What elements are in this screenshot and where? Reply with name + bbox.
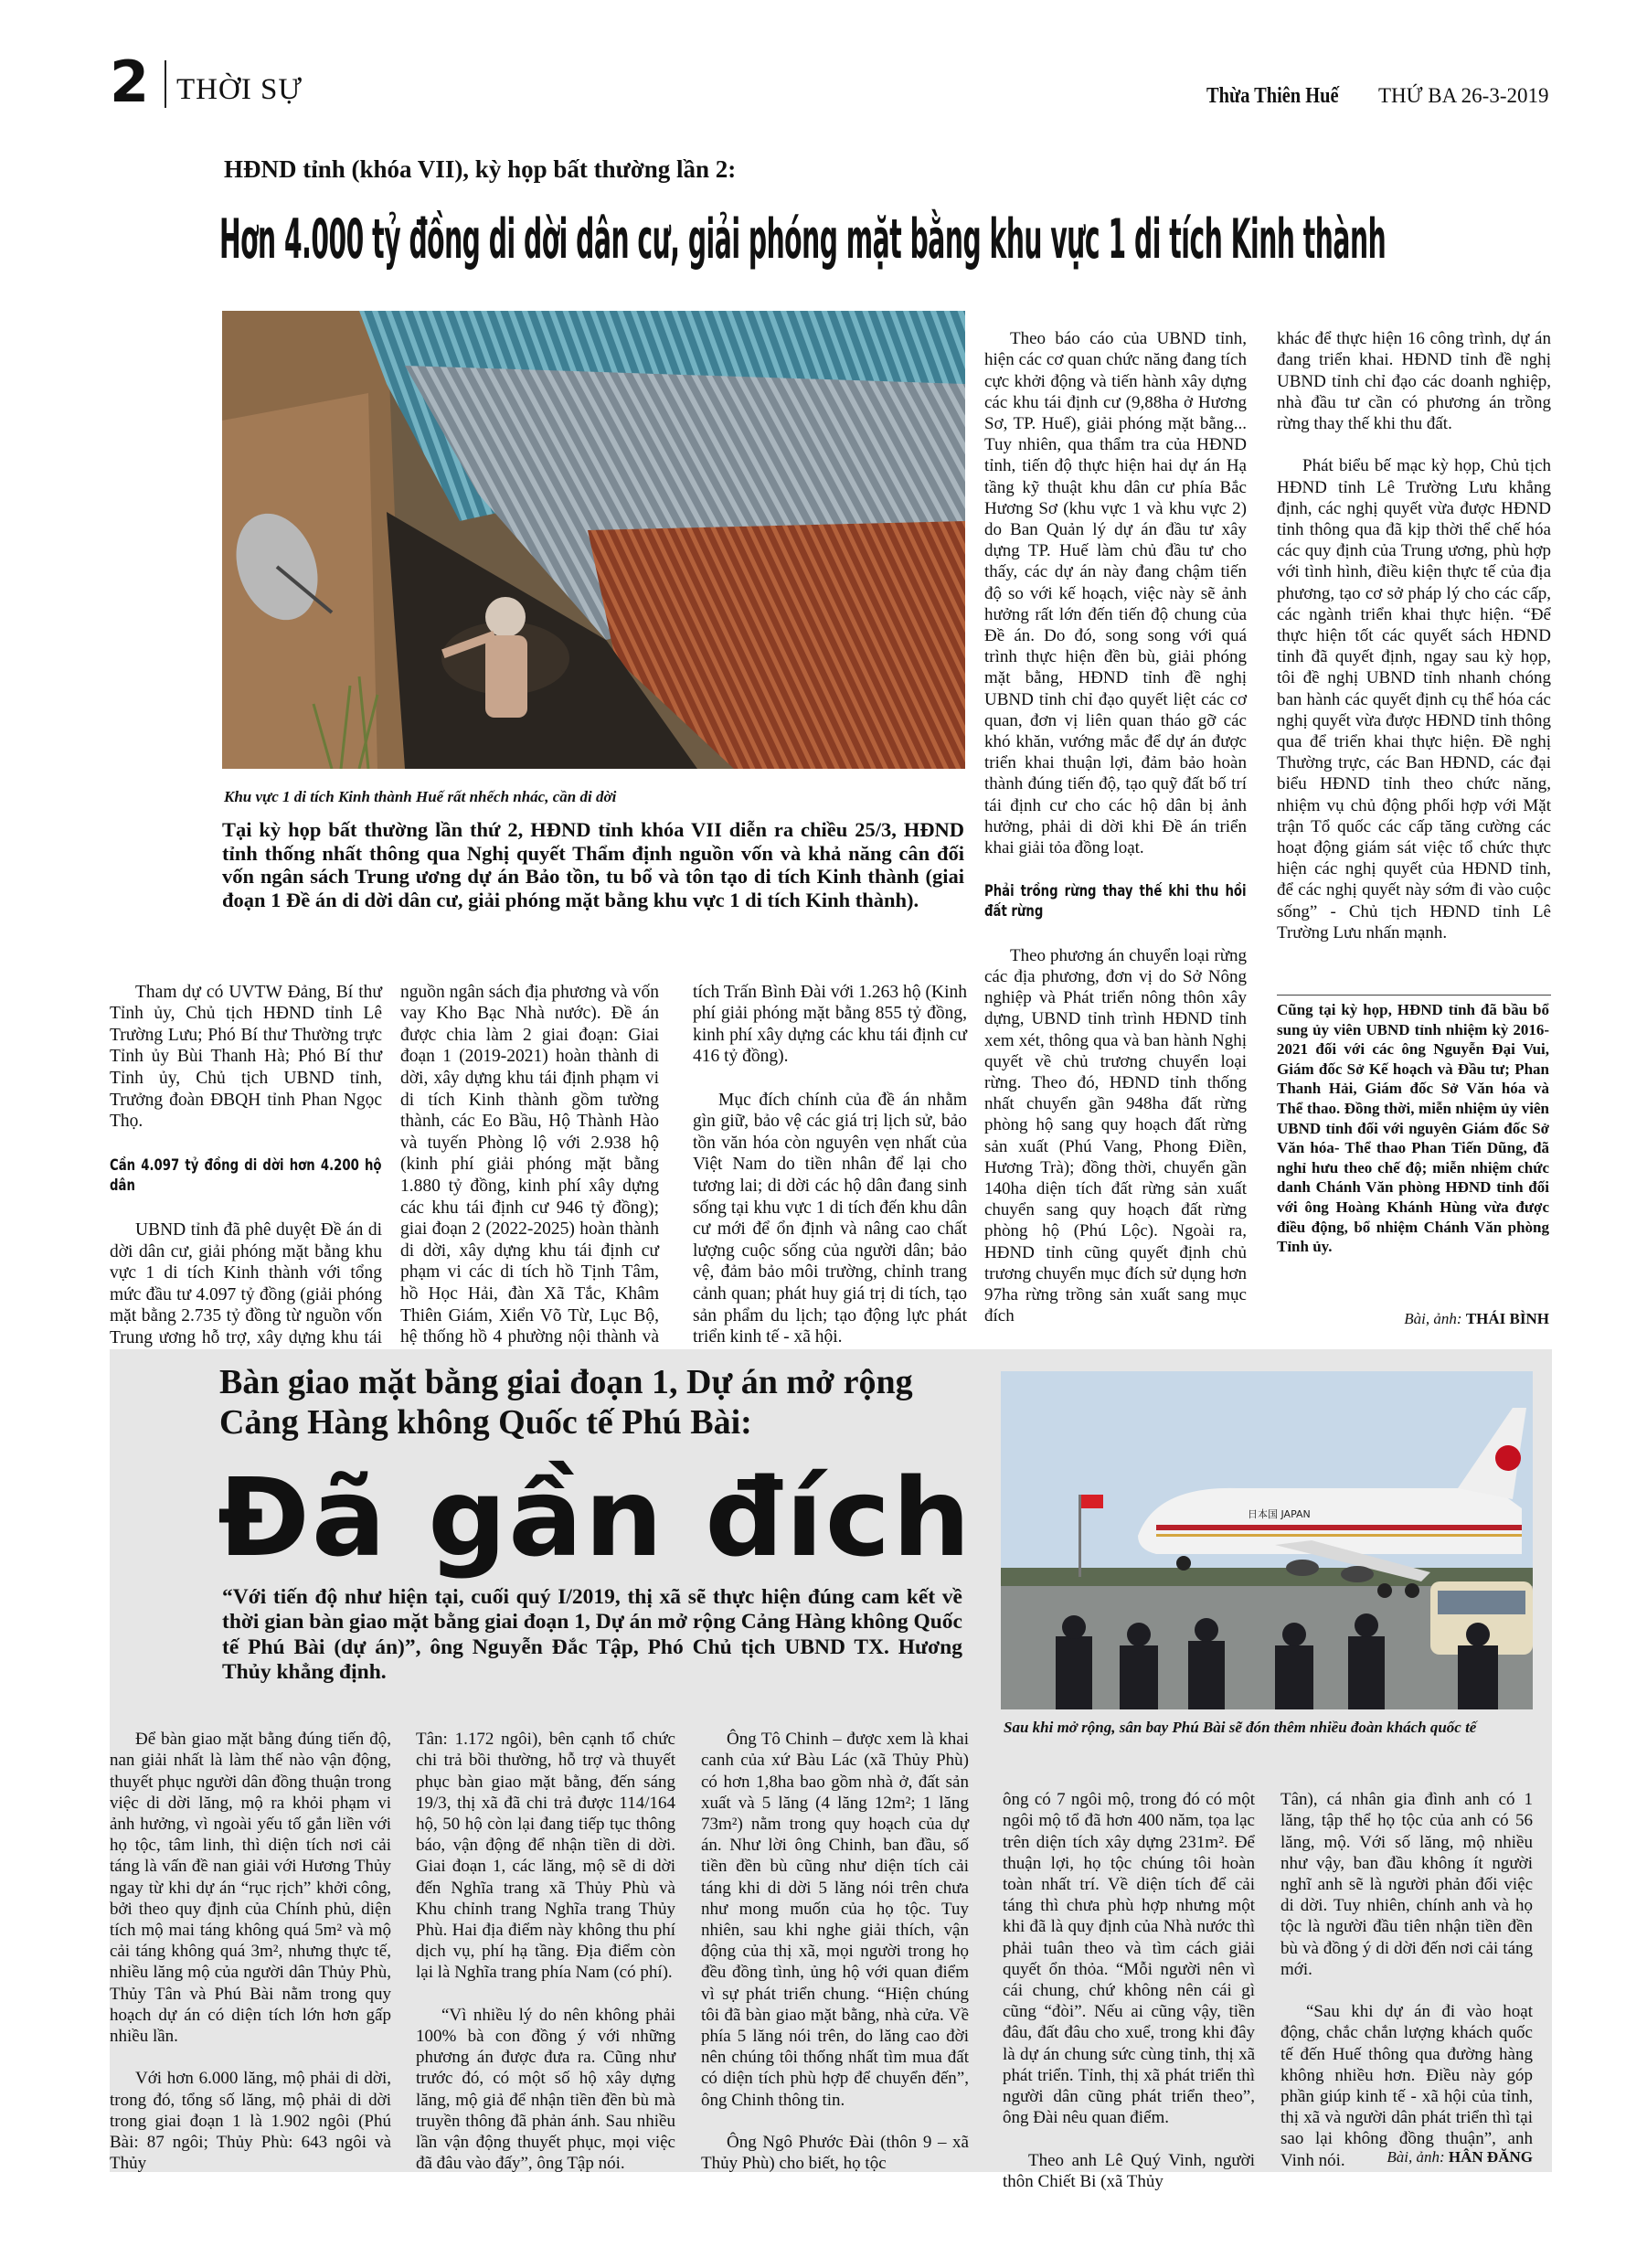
byline-label: Bài, ảnh: — [1404, 1310, 1462, 1327]
byline-label: Bài, ảnh: — [1387, 2148, 1445, 2166]
paragraph: Tân: 1.172 ngôi), bên cạnh tổ chức chi trả bồi thường, hỗ trợ và thuyết phục bàn giao mặt bằng, đến sáng 19/3, thị xã đã chi trả được 114/164 hộ, 50 hộ còn lại đang tiếp tục thông báo, vận động để nhận tiền di dời. Giai đoạn 1, các lăng, mộ sẽ di dời đến Nghĩa trang xã Thủy Phù và Khu chỉnh trang Nghĩa trang Thủy Phù. Hai địa điểm này không thu phí dịch vụ, phí hạ tầng. Địa điểm còn lại là Nghĩa trang phía Nam (có phí). — [416, 1730, 675, 1983]
paragraph: Để bàn giao mặt bằng đúng tiến độ, nan giải nhất là làm thế nào vận động, thuyết phục người dân đồng thuận trong việc di dời lăng, mộ ra khỏi phạm vi ảnh hưởng, vì ngoài yếu tố gắn liền với họ tộc, tâm linh, thì diện tích nơi cải táng là vấn đề nan giải với Hương Thủy ngay từ khi dự án “rục rịch” khởi công, bởi theo quy định của Chính phủ, diện tích mộ mai táng không quá 5m² và mộ cải táng không quá 3m², nhưng thực tế, nhiều lăng mộ của người dân Thủy Phù, Thủy Tân và Phú Bài nằm trong quy hoạch dự án có diện tích lớn hơn gấp nhiều lần. — [110, 1730, 391, 2047]
photo-caption: Sau khi mở rộng, sân bay Phú Bài sẽ đón thêm nhiều đoàn khách quốc tế — [1004, 1719, 1477, 1736]
paragraph: tích Trấn Bình Đài với 1.263 hộ (Kinh phí giải phóng mặt bằng 855 tỷ đồng, kinh phí xây dựng các khu tái định cư 416 tỷ đồng). — [693, 982, 967, 1067]
subheading: Cần 4.097 tỷ đồng di dời hơn 4.200 hộ dân — [110, 1156, 382, 1196]
article-headline: Hơn 4.000 tỷ đồng di dời dân cư, giải phóng mặt bằng khu vực 1 di tích Kinh thành — [219, 208, 1387, 272]
paragraph: ông có 7 ngôi mộ, trong đó có một ngôi mộ tổ đã hơn 400 năm, tọa lạc trên diện tích xây dựng 231m². Để thuận lợi, họ tộc chúng tôi hoàn toàn nhất trí. Về diện tích để cải táng thì chưa phù hợp nhưng một khi đã là quy định của Nhà nước thì phải tuân theo và tìm cách giải quyết ổn thỏa. “Mỗi người nên vì cái chung, chứ không nên cái gì cũng “đòi”. Nếu ai cũng vậy, tiền đâu, đất đâu cho xuể, trong khi đây là dự án chung sức cùng tỉnh, thị xã phát triển. Tỉnh, thị xã phát triển thì người dân cũng phát triển theo”, ông Đài nêu quan điểm. — [1003, 1790, 1255, 2128]
article-kicker: HĐND tỉnh (khóa VII), kỳ họp bất thường lần 2: — [224, 155, 737, 183]
article-lead: Tại kỳ họp bất thường lần thứ 2, HĐND tỉnh khóa VII diễn ra chiều 25/3, HĐND tỉnh thống nhất thông qua Nghị quyết Thẩm định nguồn vốn và khả năng cân đối vốn ngân sách Trung ương dự án Bảo tồn, tu bổ và tôn tạo di tích Kinh thành (giai đoạn 1 Đề án di dời dân cư, giải phóng mặt bằng khu vực 1 di tích Kinh thành). — [222, 818, 964, 911]
body-column-3 — [701, 1708, 969, 2196]
body-column-5 — [1280, 1768, 1533, 2192]
byline-author: HÂN ĐĂNG — [1448, 2148, 1533, 2166]
tin-roof-photo — [222, 311, 965, 769]
byline-author: THÁI BÌNH — [1465, 1310, 1549, 1327]
body-column-1 — [110, 1708, 391, 2196]
body-column-4 — [984, 307, 1247, 1348]
paragraph: “Sau khi dự án đi vào hoạt động, chắc chắn lượng khách quốc tế đến Huế thông qua đường hàng không nhiều hơn. Điều này góp phần giúp kinh tế - xã hội của tỉnh, thị xã và người dân phát triển thì tại sao lại không đồng thuận”, anh Vinh nói. — [1280, 2002, 1533, 2170]
paragraph: Với hơn 6.000 lăng, mộ phải di dời, trong đó, tổng số lăng, mộ phải di dời trong giai đoạn 1 là 1.902 ngôi (Phú Bài: 87 ngôi; Thủy Phù: 643 ngôi và Thủy — [110, 2069, 391, 2174]
body-column-2 — [416, 1708, 675, 2196]
article-lead: “Với tiến độ như hiện tại, cuối quý I/2019, thị xã sẽ thực hiện đúng cam kết về thời gian bàn giao mặt bằng giai đoạn 1, Dự án mở rộng Cảng Hàng không Quốc tế Phú Bài (dự án)”, ông Nguyễn Đắc Tập, Phó Chủ tịch UBND TX. Hương Thủy khẳng định. — [222, 1585, 962, 1685]
body-column-2 — [400, 960, 659, 1391]
paragraph: Theo phương án chuyển loại rừng các địa phương, đơn vị do Sở Nông nghiệp và Phát triển nông thôn xây dựng, UBND tỉnh trình HĐND tỉnh xem xét, thông qua và ban hành Nghị quyết về chủ trương chuyển loại rừng. Theo đó, HĐND tỉnh thống nhất chuyển gần 948ha đất rừng phòng hộ sang quy hoạch đất rừng sản xuất (Phú Vang, Phong Điền, Hương Trà); đồng thời, chuyển gần 140ha diện tích đất rừng sản xuất chuyển sang quy hoạch đất rừng phòng hộ (Phú Lộc). Ngoài ra, HĐND tỉnh cũng quyết định chủ trương chuyển mục đích sử dụng hơn 97ha rừng trồng sản xuất sang mục đích — [984, 945, 1247, 1326]
paragraph: “Vì nhiều lý do nên không phải 100% bà con đồng ý với những phương án được đưa ra. Cũng như trước đó, có một số hộ xây dựng lăng, mộ giả để nhận tiền đền bù mà truyền thông đã phản ánh. Sau nhiều lần vận động thuyết phục, mọi việc đã đâu vào đấy”, ông Tập nói. — [416, 2005, 675, 2174]
sidebar-divider — [1277, 995, 1551, 996]
plane-livery-label: 日本国 JAPAN — [1248, 1508, 1311, 1520]
paragraph: khác để thực hiện 16 công trình, dự án đang triển khai. HĐND tỉnh đề nghị UBND tỉnh chỉ đạo các doanh nghiệp, nhà đầu tư cần có phương án trồng rừng thay thế khi thu đất. — [1277, 329, 1551, 434]
airplane-photo — [1001, 1371, 1533, 1709]
paragraph: Tham dự có UVTW Đảng, Bí thư Tỉnh ủy, Chủ tịch HĐND tỉnh Lê Trường Lưu; Phó Bí thư Thường trực Tỉnh ủy Bùi Thanh Hà; Phó Bí thư Tỉnh ủy, Chủ tịch UBND tỉnh, Trưởng đoàn ĐBQH tỉnh Phan Ngọc Thọ. — [110, 982, 382, 1132]
article-photo — [1001, 1371, 1533, 1709]
masthead: Thừa Thiên Huế — [1206, 84, 1339, 108]
paragraph: Phát biểu bế mạc kỳ họp, Chủ tịch HĐND tỉnh Lê Trường Lưu khẳng định, các nghị quyết vừa được HĐND tỉnh thông qua đã kịp thời thể chế hóa các quy định của Trung ương, phù hợp với tình hình, điều kiện thực tế của địa phương, tạo cơ sở pháp lý cho các cấp, các ngành triển khai thực hiện. “Để thực hiện tốt các quyết sách HĐND tỉnh đã quyết định, ngay sau kỳ họp, tôi đề nghị UBND tỉnh nhanh chóng ban hành các quyết định cụ thể hóa các nghị quyết vừa được HĐND tỉnh thông qua để triển khai thực hiện. Đề nghị Thường trực, các Ban HĐND, các đại biểu HĐND tỉnh theo chức năng, nhiệm vụ chủ động phối hợp với Mặt trận Tổ quốc các cấp tăng cường các hoạt động giám sát việc tổ chức thực hiện các nghị quyết của HĐND tỉnh, để các nghị quyết này sớm đi vào cuộc sống” - Chủ tịch HĐND tỉnh Lê Trường Lưu nhấn mạnh. — [1277, 456, 1551, 942]
page-number: 2 — [110, 48, 150, 115]
sidebar-note: Cũng tại kỳ họp, HĐND tỉnh đã bầu bổ sung ủy viên UBND tỉnh nhiệm kỳ 2016- 2021 đối với các ông Nguyễn Đại Vui, Giám đốc Sở Kế hoạch và Đầu tư; Phan Thanh Hải, Giám đốc Sở Văn hóa và Thể thao. Đồng thời, miễn nhiệm ủy viên UBND tỉnh đối với nguyên Giám đốc Sở Văn hóa- Thể thao Phan Tiến Dũng, đã nghỉ hưu theo chế độ; miễn nhiệm chức danh Chánh Văn phòng HĐND tỉnh đối với ông Hoàng Khánh Hùng vừa được điều động, bổ nhiệm Chánh Văn phòng Tỉnh ủy. — [1277, 1001, 1549, 1256]
article-headline: Đã gần đích — [218, 1454, 972, 1581]
header-divider — [165, 60, 166, 108]
paragraph: UBND tỉnh đã phê duyệt Đề án di dời dân cư, giải phóng mặt bằng khu vực 1 di tích Kinh thành với tổng mức đầu tư 4.097 tỷ đồng (giải phóng mặt bằng 2.735 tỷ đồng từ nguồn vốn Trung ương hỗ trợ, xây dựng khu tái — [110, 1219, 382, 1347]
body-column-5 — [1277, 307, 1551, 964]
body-column-1 — [110, 960, 382, 1392]
paragraph: nguồn ngân sách địa phương và vốn vay Kho Bạc Nhà nước). Đề án được chia làm 2 giai đoạn: Giai đoạn 1 (2019-2021) hoàn thành di dời, xây dựng khu tái định phạm vi di tích Kinh thành gồm tường thành, các Eo Bầu, Hộ Thành Hào và tuyến Phòng lộ với 2.938 hộ (kinh phí giải phóng mặt bằng 1.880 tỷ đồng, kinh phí xây dựng các khu tái định cư 946 tỷ đồng); giai đoạn 2 (2022-2025) hoàn thành di dời, xây dựng khu tái định cư phạm vi các di tích hồ Tịnh Tâm, hồ Học Hải, đàn Xã Tắc, Khâm Thiên Giám, Xiển Võ Từ, Lục Bộ, hệ thống hồ 4 phường nội thành và — [400, 982, 659, 1347]
issue-date: THỨ BA 26-3-2019 — [1378, 84, 1549, 107]
paragraph: Mục đích chính của đề án nhằm gìn giữ, bảo vệ các giá trị lịch sử, bảo tồn văn hóa còn nguyên vẹn nhất của Việt Nam do tiền nhân để lại cho tương lai; di dời các hộ dân đang sinh sống tại khu vực 1 di tích đến khu dân cư mới để ổn định và nâng cao chất lượng cuộc sống của người dân; bảo vệ, đảm bảo môi trường, chỉnh trang cảnh quan; phát huy giá trị di tích, tạo sản phẩm du lịch; tạo động lực phát triển kinh tế - xã hội. — [693, 1090, 967, 1347]
paragraph: Tân), cá nhân gia đình anh có 1 lăng, tập thể họ tộc của anh có 56 lăng, mộ. Với số lăng, mộ nhiều như vậy, ban đầu không ít người nghĩ anh sẽ là người phản đối việc di dời. Tuy nhiên, chính anh và họ tộc là người đầu tiên nhận tiền đền bù và đồng ý di dời đến nơi cải táng mới. — [1280, 1790, 1533, 1979]
body-column-3 — [693, 960, 967, 1369]
photo-caption: Khu vực 1 di tích Kinh thành Huế rất nhếch nhác, cần di dời — [224, 788, 617, 805]
paragraph: Ông Ngô Phước Đài (thôn 9 – xã Thủy Phù) cho biết, họ tộc — [701, 2133, 969, 2174]
paragraph: Theo báo cáo của UBND tỉnh, hiện các cơ quan chức năng đang tích cực khởi động và tiến hành xây dựng các khu tái định cư (9,88ha ở Hương Sơ, TP. Huế), giải phóng mặt bằng... Tuy nhiên, qua thẩm tra của HĐND tỉnh, tiến độ thực hiện hai dự án Hạ tầng kỹ thuật khu dân cư phía Bắc Hương Sơ (khu vực 1 và khu vực 2) do Ban Quản lý dự án đầu tư xây dựng TP. Huế làm chủ đầu tư cho thấy, các dự án này đang chậm tiến độ so với kế hoạch, việc này sẽ ảnh hưởng rất lớn đến tiến độ chung của Đề án. Do đó, song song với quá trình thực hiện đền bù, giải phóng mặt bằng, HĐND tỉnh đề nghị UBND tỉnh chỉ đạo quyết liệt các cơ quan, đơn vị liên quan tháo gỡ các khó khăn, vướng mắc để dự án được triển khai thuận lợi, đảm bảo hoàn thành đúng tiến độ, tạo quỹ đất bố trí tái định cư cho các hộ dân bị ảnh hưởng, phải di dời khi Đề án triển khai giải tỏa đồng loạt. — [984, 329, 1247, 858]
paragraph: Theo anh Lê Quý Vinh, người thôn Chiết Bi (xã Thủy — [1003, 2150, 1255, 2191]
body-column-4 — [1003, 1768, 1255, 2213]
byline — [1380, 1310, 1549, 1328]
article-kicker: Bàn giao mặt bằng giai đoạn 1, Dự án mở rộng Cảng Hàng không Quốc tế Phú Bài: — [219, 1363, 913, 1442]
byline — [1325, 2148, 1533, 2167]
section-name: THỜI SỰ — [176, 73, 303, 106]
subheading: Phải trồng rừng thay thế khi thu hồi đất rừng — [984, 882, 1247, 921]
paragraph: Ông Tô Chinh – được xem là khai canh của xứ Bàu Lác (xã Thủy Phù) có hơn 1,8ha bao gồm nhà ở, đất sản xuất và 5 lăng (4 lăng 12m²; 1 lăng 73m²) nằm trong quy hoạch của dự án. Như lời ông Chinh, ban đầu, số tiền đền bù cũng như diện tích cải táng khi di dời 5 lăng nói trên chưa như mong muốn của họ tộc. Tuy nhiên, sau khi nghe giải thích, vận động của thị xã, mọi người trong họ đều đồng tình, ủng hộ với quan điểm vì sự phát triển chung. “Hiện chúng tôi đã bàn giao mặt bằng, nhà cửa. Về phía 5 lăng nói trên, do lăng cao đời nên chúng tôi thống nhất tìm mua đất có diện tích phù hợp để chuyển đến”, ông Chinh thông tin. — [701, 1730, 969, 2110]
article-photo — [222, 311, 965, 769]
